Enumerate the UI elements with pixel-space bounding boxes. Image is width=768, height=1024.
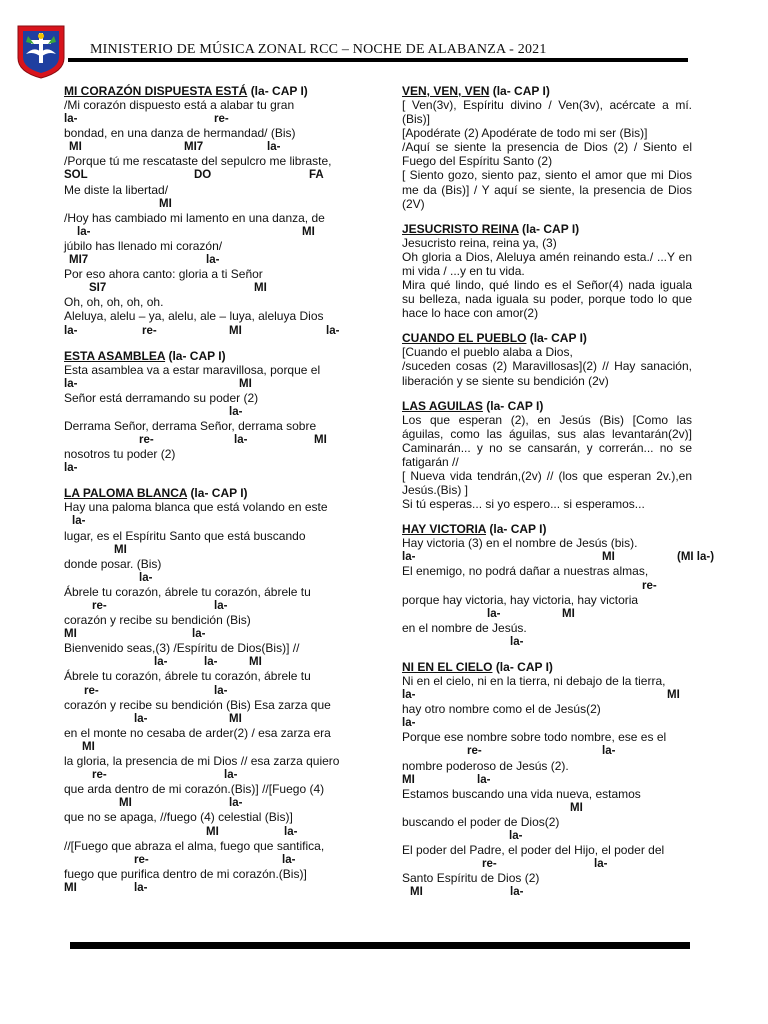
chord: la- [326, 324, 340, 337]
song-title [64, 349, 354, 363]
lyric-line: [ Siento gozo, siento paz, siento el amor que mi Dios me da (Bis)] / Y aquí se siente, la presencia de Dios (2V) [402, 168, 692, 211]
lyric-line: que no se apaga, //fuego (4) celestial (Bis)] [64, 810, 293, 825]
lyric-line: donde posar. (Bis) [64, 556, 162, 571]
chord: re- [467, 745, 482, 758]
chord: la- [204, 656, 218, 669]
chord-line [402, 773, 692, 787]
song-block [64, 84, 354, 338]
chord: re- [642, 579, 657, 592]
lyric-line: buscando el poder de Dios(2) [402, 814, 560, 829]
lyric-line: /Hoy has cambiado mi lamento en una danza, de [64, 210, 325, 225]
lyric-line: Bienvenido seas,(3) /Espíritu de Dios(Bis)] // [64, 641, 300, 656]
header-divider [68, 58, 688, 62]
lyric-line: Mira qué lindo, qué lindo es el Señor(4) nada iguala su belleza, nada iguala su poder, porque todo lo que hace lo hace con amor(2) [402, 278, 692, 321]
chord-line [64, 853, 354, 867]
chord: la- [229, 797, 243, 810]
chord-line [402, 744, 692, 758]
song-key: (la- CAP I) [250, 84, 308, 98]
chord: la- [284, 825, 298, 838]
chord: la- [402, 689, 416, 702]
chord-line [64, 433, 354, 447]
song-title [402, 522, 692, 536]
lyric-line: porque hay victoria, hay victoria, hay victoria [402, 592, 639, 607]
song-block [402, 222, 692, 321]
chord: MI7 [184, 141, 204, 154]
lyric-line: El poder del Padre, el poder del Hijo, el poder del [402, 843, 665, 858]
chord: la- [72, 515, 86, 528]
chord: la- [134, 881, 148, 894]
lyric-line: Hay victoria (3) en el nombre de Jesús (bis). [402, 536, 638, 551]
song-block [402, 660, 692, 900]
chord: la- [402, 717, 416, 730]
chord: la- [509, 830, 523, 843]
lyric-line: Los que esperan (2), en Jesús (Bis) [Como las águilas, como las águilas, sus alas levantarán(2v)] Caminarán... y no se cansarán, y correrán... no se fatigarán // [402, 412, 692, 469]
chord: MI [249, 656, 262, 669]
lyric-line: bondad, en una danza de hermandad/ (Bis) [64, 126, 296, 141]
chord: la- [594, 858, 608, 871]
chord-line [402, 607, 692, 621]
song-name: LA PALOMA BLANCA [64, 486, 188, 501]
song-name: HAY VICTORIA [402, 522, 487, 537]
chord: la- [139, 571, 153, 584]
lyric-line: El enemigo, no podrá dañar a nuestras almas, [402, 564, 649, 579]
song-block [402, 331, 692, 387]
chord: SI7 [89, 282, 107, 295]
chord: la- [224, 769, 238, 782]
chord: MI [229, 324, 242, 337]
song-title [402, 331, 692, 345]
chord: la- [134, 712, 148, 725]
chord: MI [302, 225, 315, 238]
lyric-line: /Aquí se siente la presencia de Dios (2) / Siento el Fuego del Espíritu Santo (2) [402, 140, 692, 169]
lyric-line: Ábrele tu corazón, ábrele tu corazón, ábrele tu [64, 669, 311, 684]
chord-line [402, 550, 715, 564]
chord: la- [64, 377, 78, 390]
song-key: (la- CAP I) [529, 331, 587, 346]
chord: MI [206, 825, 219, 838]
chord: MI [602, 551, 615, 564]
lyric-line: Esta asamblea va a estar maravillosa, porque el [64, 362, 321, 377]
lyric-line: Si tú esperas... si yo espero... si esperamos... [402, 497, 645, 512]
chord: la- [234, 434, 248, 447]
chord: MI [64, 881, 77, 894]
lyric-line: [ Ven(3v), Espíritu divino / Ven(3v), acércate a mí. (Bis)] [402, 98, 692, 127]
chord: MI [667, 689, 680, 702]
lyric-line: Jesucristo reina, reina ya, (3) [402, 235, 557, 250]
lyric-line: /Mi corazón dispuesto está a alabar tu gran [64, 98, 295, 112]
chord-line [64, 140, 354, 154]
chord-line [64, 543, 354, 557]
chord: la- [154, 656, 168, 669]
chord: re- [139, 434, 154, 447]
chord: MI [314, 434, 327, 447]
chord: MI [410, 886, 423, 899]
chord-line [64, 197, 354, 211]
chord: la- [402, 551, 416, 564]
chord-line [64, 684, 354, 698]
song-name: JESUCRISTO REINA [402, 221, 519, 236]
chord: MI [119, 797, 132, 810]
lyric-line: en el monte no cesaba de arder(2) / esa zarza era [64, 725, 331, 740]
chord: DO [194, 169, 212, 182]
chord: MI [114, 543, 127, 556]
chord-line [64, 796, 354, 810]
lyric-line: Ni en el cielo, ni en la tierra, ni debajo de la tierra, [402, 674, 666, 688]
lyric-line: Ábrele tu corazón, ábrele tu corazón, ábrele tu [64, 584, 311, 599]
song-name: VEN, VEN, VEN [402, 84, 490, 98]
lyric-line: en el nombre de Jesús. [402, 620, 527, 635]
chord: MI [229, 712, 242, 725]
rcc-peru-logo [14, 22, 68, 80]
chord-line [64, 825, 354, 839]
lyric-line: que arda dentro de mi corazón.(Bis)] //[Fuego (4) [64, 782, 325, 797]
chord: MI [254, 282, 267, 295]
chord: la- [64, 324, 78, 337]
chord-line [64, 377, 354, 391]
song-key: (la- CAP I) [495, 660, 553, 674]
song-title [64, 486, 354, 500]
chord: MI7 [69, 254, 89, 267]
page-header-title: MINISTERIO DE MÚSICA ZONAL RCC – NOCHE DE ALABANZA - 2021 [90, 42, 547, 57]
song-key: (la- CAP I) [522, 221, 580, 236]
chord: re- [482, 858, 497, 871]
lyric-line: corazón y recibe su bendición (Bis) Esa zarza que [64, 697, 331, 712]
chord: FA [309, 169, 324, 182]
chord-line [64, 712, 354, 726]
song-title [402, 84, 692, 98]
chord: la- [214, 600, 228, 612]
chord: (MI la-) [677, 551, 715, 564]
chord-line [64, 655, 354, 669]
chord: la- [214, 684, 228, 697]
song-key: (la- CAP I) [486, 398, 544, 413]
lyric-line: lugar, es el Espíritu Santo que está buscando [64, 528, 306, 543]
chord: la- [77, 225, 91, 238]
chord: SOL [64, 169, 88, 182]
lyric-line: Oh, oh, oh, oh, oh. [64, 295, 164, 310]
chord: la- [477, 773, 491, 786]
chord: MI [562, 607, 575, 620]
chord-line [402, 716, 692, 730]
lyric-line: Por eso ahora canto: gloria a ti Señor [64, 267, 263, 282]
song-title [64, 84, 354, 98]
chord: re- [134, 853, 149, 866]
chord: MI [64, 628, 77, 641]
song-block [402, 522, 715, 649]
lyric-line: Señor está derramando su poder (2) [64, 390, 259, 405]
lyric-line: Estamos buscando una vida nueva, estamos [402, 786, 641, 801]
chord-line [402, 635, 692, 649]
chord: la- [206, 254, 220, 267]
lyric-line: Porque ese nombre sobre todo nombre, ese es el [402, 730, 667, 745]
right-column [402, 84, 715, 911]
lyric-line: Hay una paloma blanca que está volando en este [64, 500, 328, 515]
chord: re- [84, 684, 99, 697]
chord: la- [229, 405, 243, 418]
chord-line [64, 514, 354, 528]
lyric-line: fuego que purifica dentro de mi corazón.(Bis)] [64, 866, 307, 881]
chord: la- [510, 886, 524, 899]
chord: la- [64, 113, 78, 126]
lyric-line: [ Nueva vida tendrán,(2v) // (los que esperan 2v.),en Jesús.(Bis) ] [402, 468, 692, 498]
lyric-line: [Cuando el pueblo alaba a Dios, [402, 345, 573, 360]
chord-line [64, 281, 354, 295]
song-title [402, 399, 692, 413]
chord: re- [92, 769, 107, 782]
song-key: (la- CAP I) [190, 486, 248, 501]
lyric-line: hay otro nombre como el de Jesús(2) [402, 702, 601, 717]
chord: re- [214, 113, 229, 126]
chord-line [64, 461, 354, 475]
lyric-line: //[Fuego que abraza el alma, fuego que santifica, [64, 838, 325, 853]
chord-line [64, 627, 354, 641]
chord-line [402, 829, 692, 843]
lyric-line: Me diste la libertad/ [64, 182, 169, 197]
chord: la- [64, 462, 78, 475]
lyric-line: /suceden cosas (2) Maravillosas](2) // Hay sanación, liberación y se siente su bendición (2v) [402, 359, 692, 388]
song-name: MI CORAZÓN DISPUESTA ESTÁ [64, 84, 248, 98]
chord-line [402, 579, 692, 593]
lyric-line: /Porque tú me rescataste del sepulcro me libraste, [64, 154, 332, 169]
chord: la- [487, 607, 501, 620]
chord-line [402, 857, 692, 871]
chord: MI [402, 773, 415, 786]
chord-line [64, 405, 354, 419]
song-block [64, 486, 354, 895]
song-key: (la- CAP I) [492, 84, 550, 98]
left-column [64, 84, 354, 906]
chord: MI [159, 197, 172, 210]
song-key: (la- CAP I) [489, 522, 547, 537]
lyric-line: nosotros tu poder (2) [64, 447, 176, 462]
lyric-line: [Apodérate (2) Apodérate de todo mi ser (Bis)] [402, 126, 648, 141]
lyric-line: júbilo has llenado mi corazón/ [64, 238, 223, 253]
chord: MI [239, 377, 252, 390]
song-block [402, 84, 692, 211]
lyric-line: Santo Espíritu de Dios (2) [402, 871, 540, 886]
song-name: CUANDO EL PUEBLO [402, 331, 527, 346]
chord: la- [602, 745, 616, 758]
song-block [402, 399, 692, 512]
chord: re- [142, 324, 157, 337]
chord: re- [92, 600, 107, 612]
chord-line [64, 571, 354, 585]
song-title [402, 660, 692, 674]
chord: la- [192, 628, 206, 641]
lyric-line: la gloria, la presencia de mi Dios // esa zarza quiero [64, 754, 340, 769]
song-name: LAS AGUILAS [402, 398, 483, 413]
chord-line [402, 885, 692, 899]
song-key: (la- CAP I) [168, 348, 226, 363]
song-name: NI EN EL CIELO [402, 660, 493, 674]
chord-line [64, 112, 354, 126]
chord: MI [82, 740, 95, 753]
chord-line [64, 253, 354, 267]
lyric-line: Aleluya, alelu – ya, alelu, ale – luya, aleluya Dios [64, 309, 324, 324]
chord-line [64, 225, 354, 239]
song-name: ESTA ASAMBLEA [64, 348, 166, 363]
chord-line [64, 740, 354, 754]
chord: MI [69, 141, 82, 154]
lyric-line: nombre poderoso de Jesús (2). [402, 758, 569, 773]
lyric-line: Derrama Señor, derrama Señor, derrama sobre [64, 418, 317, 433]
chord-line [64, 768, 354, 782]
lyric-line: Oh gloria a Dios, Aleluya amén reinando esta./ ...Y en mi vida / ...y en tu vida. [402, 249, 692, 278]
chord-line [64, 599, 354, 613]
chord-line [402, 688, 692, 702]
song-title [402, 222, 692, 236]
chord-line [402, 801, 692, 815]
chord-line [64, 324, 354, 338]
chord: la- [267, 141, 281, 154]
chord: MI [570, 801, 583, 814]
chord: la- [510, 635, 524, 648]
chord: la- [282, 853, 296, 866]
footer-divider [70, 942, 690, 949]
chord-line [64, 881, 354, 895]
song-block [64, 349, 354, 476]
lyric-line: corazón y recibe su bendición (Bis) [64, 613, 251, 628]
chord-line [64, 168, 354, 182]
